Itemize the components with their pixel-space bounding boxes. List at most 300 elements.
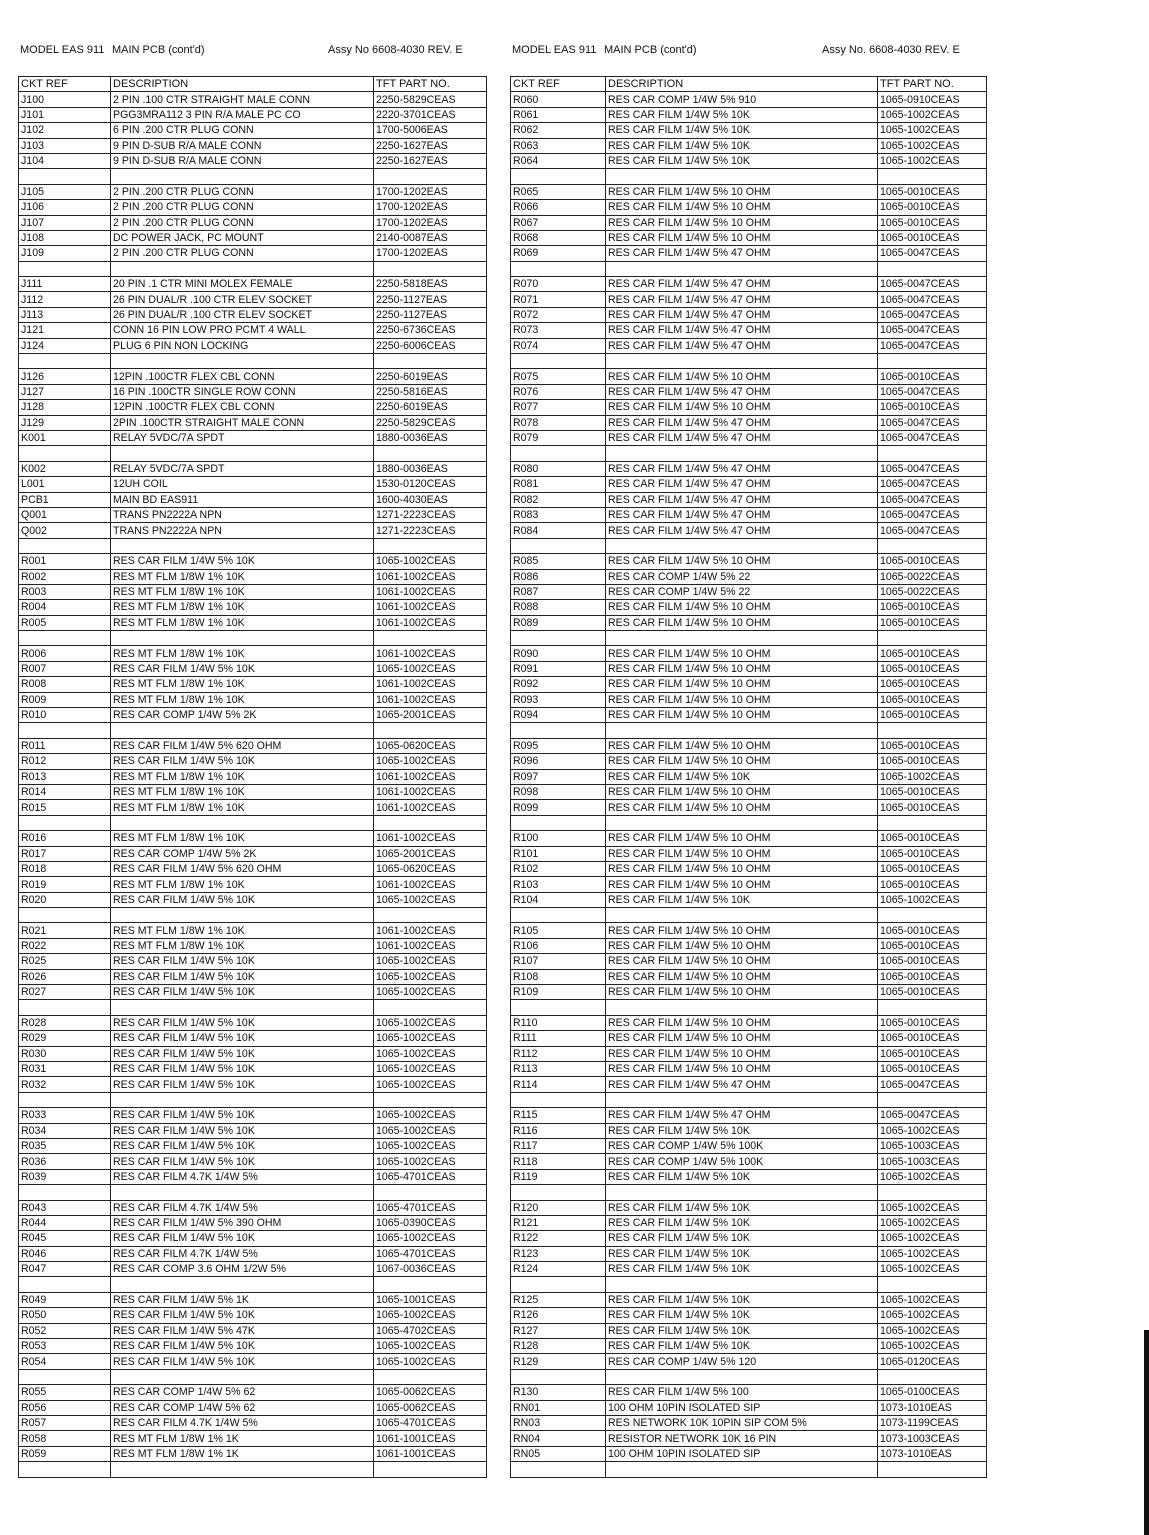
part-number-cell: 2250-5829CEAS: [374, 415, 487, 430]
blank-row: [511, 1000, 987, 1015]
description-cell: RES CAR FILM 1/4W 5% 10K: [111, 1077, 374, 1092]
description-cell: RES CAR FILM 1/4W 5% 10 OHM: [606, 846, 878, 861]
ckt-ref-cell: R119: [511, 1169, 606, 1184]
ckt-ref-cell: [511, 908, 606, 923]
table-row: [19, 1108, 487, 1123]
description-cell: RES CAR FILM 1/4W 5% 10 OHM: [606, 1015, 878, 1030]
ckt-ref-cell: R013: [19, 769, 111, 784]
part-number-cell: [374, 446, 487, 461]
description-cell: RES CAR COMP 1/4W 5% 100K: [606, 1138, 878, 1153]
part-number-cell: 1065-0047CEAS: [878, 415, 987, 430]
description-cell: RES CAR FILM 1/4W 5% 10K: [111, 1062, 374, 1077]
blank-row: [19, 723, 487, 738]
description-cell: [606, 1369, 878, 1384]
part-number-cell: 1065-0047CEAS: [878, 246, 987, 261]
ckt-ref-cell: R099: [511, 800, 606, 815]
part-number-cell: 1065-0010CEAS: [878, 230, 987, 245]
part-number-cell: 1065-0620CEAS: [374, 861, 487, 876]
ckt-ref-cell: R077: [511, 400, 606, 415]
ckt-ref-cell: R117: [511, 1138, 606, 1153]
ckt-ref-cell: R093: [511, 692, 606, 707]
table-row: [511, 1154, 987, 1169]
ckt-ref-cell: R085: [511, 554, 606, 569]
table-row: [511, 1138, 987, 1153]
table-row: [19, 292, 487, 307]
table-row: [19, 277, 487, 292]
description-cell: [111, 169, 374, 184]
table-header-row: [511, 77, 987, 92]
ckt-ref-cell: J102: [19, 123, 111, 138]
table-row: [19, 692, 487, 707]
description-cell: [606, 1277, 878, 1292]
part-number-cell: 1061-1002CEAS: [374, 800, 487, 815]
part-number-cell: 1065-0047CEAS: [878, 477, 987, 492]
part-number-cell: 1065-0010CEAS: [878, 369, 987, 384]
blank-row: [19, 631, 487, 646]
table-row: [511, 569, 987, 584]
ckt-ref-cell: R009: [19, 692, 111, 707]
ckt-ref-cell: R066: [511, 200, 606, 215]
ckt-ref-cell: R022: [19, 938, 111, 953]
part-number-cell: 1065-1002CEAS: [878, 1308, 987, 1323]
blank-row: [19, 354, 487, 369]
ckt-ref-cell: R054: [19, 1354, 111, 1369]
description-cell: RES CAR FILM 1/4W 5% 10 OHM: [606, 369, 878, 384]
ckt-ref-cell: R058: [19, 1431, 111, 1446]
table-row: [511, 400, 987, 415]
part-number-cell: 1065-0047CEAS: [878, 338, 987, 353]
part-number-cell: 2220-3701CEAS: [374, 107, 487, 122]
ckt-ref-cell: R045: [19, 1231, 111, 1246]
part-number-cell: 1065-1002CEAS: [878, 1215, 987, 1230]
description-cell: RES CAR FILM 1/4W 5% 10K: [606, 1262, 878, 1277]
ckt-ref-cell: R114: [511, 1077, 606, 1092]
description-cell: RES CAR FILM 1/4W 5% 10K: [606, 1339, 878, 1354]
table-row: [19, 1062, 487, 1077]
table-row: [19, 1077, 487, 1092]
description-cell: RES CAR COMP 1/4W 5% 910: [606, 92, 878, 107]
description-cell: RES MT FLM 1/8W 1% 10K: [111, 800, 374, 815]
table-row: [511, 1323, 987, 1338]
part-number-cell: 1065-0010CEAS: [878, 985, 987, 1000]
table-row: [19, 1339, 487, 1354]
table-header-row: [19, 77, 487, 92]
blank-row: [511, 1277, 987, 1292]
description-cell: RES CAR FILM 1/4W 5% 47 OHM: [606, 492, 878, 507]
description-cell: 9 PIN D-SUB R/A MALE CONN: [111, 153, 374, 168]
ckt-ref-cell: [19, 1369, 111, 1384]
part-number-cell: 1061-1002CEAS: [374, 569, 487, 584]
description-cell: RES CAR FILM 1/4W 5% 10K: [606, 123, 878, 138]
description-cell: RES CAR FILM 1/4W 5% 47 OHM: [606, 277, 878, 292]
description-cell: RES CAR FILM 1/4W 5% 10K: [606, 1323, 878, 1338]
part-number-cell: 1700-1202EAS: [374, 215, 487, 230]
description-cell: TRANS PN2222A NPN: [111, 507, 374, 522]
part-number-cell: 1065-1002CEAS: [878, 1123, 987, 1138]
table-row: [511, 831, 987, 846]
part-number-cell: [374, 1092, 487, 1107]
ckt-ref-cell: [511, 815, 606, 830]
part-number-cell: 1065-1002CEAS: [374, 985, 487, 1000]
part-number-cell: 1065-1002CEAS: [374, 1108, 487, 1123]
table-row: [19, 646, 487, 661]
table-row: [19, 1169, 487, 1184]
table-row: [511, 1246, 987, 1261]
description-cell: [111, 446, 374, 461]
table-row: [511, 1415, 987, 1430]
ckt-ref-cell: R073: [511, 323, 606, 338]
table-row: [19, 415, 487, 430]
ckt-ref-cell: R006: [19, 646, 111, 661]
description-cell: RES CAR FILM 1/4W 5% 10 OHM: [606, 600, 878, 615]
description-cell: RES MT FLM 1/8W 1% 10K: [111, 877, 374, 892]
part-number-cell: 1065-1003CEAS: [878, 1138, 987, 1153]
part-number-cell: 1700-5006EAS: [374, 123, 487, 138]
part-number-cell: 1065-0047CEAS: [878, 384, 987, 399]
parts-table-right: [510, 76, 987, 1478]
description-cell: RES CAR FILM 1/4W 5% 10 OHM: [606, 800, 878, 815]
assembly-number: Assy No 6608-4030 REV. E: [328, 44, 463, 56]
part-number-cell: 1065-0390CEAS: [374, 1215, 487, 1230]
description-cell: 9 PIN D-SUB R/A MALE CONN: [111, 138, 374, 153]
table-row: [19, 1031, 487, 1046]
ckt-ref-cell: R028: [19, 1015, 111, 1030]
blank-row: [19, 1462, 487, 1477]
ckt-ref-cell: R015: [19, 800, 111, 815]
part-number-cell: 1065-4701CEAS: [374, 1415, 487, 1430]
ckt-ref-cell: R068: [511, 230, 606, 245]
description-cell: RES CAR FILM 1/4W 5% 47 OHM: [606, 461, 878, 476]
table-row: [19, 1215, 487, 1230]
description-cell: RES CAR FILM 1/4W 5% 10 OHM: [606, 1062, 878, 1077]
part-number-cell: 1880-0036EAS: [374, 461, 487, 476]
part-number-cell: [374, 169, 487, 184]
description-cell: RES CAR COMP 1/4W 5% 22: [606, 569, 878, 584]
part-number-cell: 1065-1002CEAS: [374, 1308, 487, 1323]
ckt-ref-cell: [511, 631, 606, 646]
table-row: [511, 277, 987, 292]
section-label: MAIN PCB (cont'd): [604, 44, 697, 56]
description-cell: 100 OHM 10PIN ISOLATED SIP: [606, 1446, 878, 1461]
ckt-ref-cell: R065: [511, 184, 606, 199]
description-cell: RES CAR FILM 1/4W 5% 10K: [606, 769, 878, 784]
description-cell: RES CAR FILM 1/4W 5% 10 OHM: [606, 677, 878, 692]
description-cell: RES CAR FILM 1/4W 5% 10K: [111, 892, 374, 907]
ckt-ref-cell: K002: [19, 461, 111, 476]
part-number-cell: 1065-0047CEAS: [878, 277, 987, 292]
part-number-cell: 1061-1002CEAS: [374, 692, 487, 707]
description-cell: RES CAR FILM 1/4W 5% 10 OHM: [606, 661, 878, 676]
part-number-cell: 1065-0010CEAS: [878, 1046, 987, 1061]
table-row: [19, 400, 487, 415]
description-cell: 20 PIN .1 CTR MINI MOLEX FEMALE: [111, 277, 374, 292]
column-header-description: DESCRIPTION: [606, 77, 878, 92]
description-cell: RES CAR FILM 1/4W 5% 47 OHM: [606, 246, 878, 261]
ckt-ref-cell: R082: [511, 492, 606, 507]
ckt-ref-cell: [19, 1462, 111, 1477]
ckt-ref-cell: [19, 1092, 111, 1107]
table-row: [19, 831, 487, 846]
ckt-ref-cell: [19, 1277, 111, 1292]
blank-row: [511, 1092, 987, 1107]
blank-row: [19, 446, 487, 461]
part-number-cell: [878, 1092, 987, 1107]
ckt-ref-cell: R109: [511, 985, 606, 1000]
part-number-cell: 1065-1002CEAS: [374, 754, 487, 769]
table-row: [19, 1123, 487, 1138]
description-cell: PLUG 6 PIN NON LOCKING: [111, 338, 374, 353]
part-number-cell: 1271-2223CEAS: [374, 523, 487, 538]
part-number-cell: 1700-1202EAS: [374, 200, 487, 215]
part-number-cell: 1061-1002CEAS: [374, 584, 487, 599]
description-cell: RES CAR FILM 1/4W 5% 10K: [111, 754, 374, 769]
part-number-cell: 1061-1002CEAS: [374, 615, 487, 630]
part-number-cell: 1065-1002CEAS: [374, 1123, 487, 1138]
description-cell: RES CAR FILM 1/4W 5% 10 OHM: [606, 954, 878, 969]
ckt-ref-cell: [19, 169, 111, 184]
description-cell: RES CAR FILM 1/4W 5% 10 OHM: [606, 692, 878, 707]
description-cell: RES CAR FILM 1/4W 5% 10 OHM: [606, 554, 878, 569]
ckt-ref-cell: R016: [19, 831, 111, 846]
table-row: [511, 92, 987, 107]
ckt-ref-cell: R025: [19, 954, 111, 969]
ckt-ref-cell: R014: [19, 784, 111, 799]
table-row: [511, 923, 987, 938]
description-cell: RES CAR FILM 1/4W 5% 390 OHM: [111, 1215, 374, 1230]
ckt-ref-cell: R094: [511, 708, 606, 723]
ckt-ref-cell: R031: [19, 1062, 111, 1077]
description-cell: RES MT FLM 1/8W 1% 10K: [111, 938, 374, 953]
part-number-cell: 2250-1127EAS: [374, 307, 487, 322]
table-row: [511, 230, 987, 245]
ckt-ref-cell: R011: [19, 738, 111, 753]
part-number-cell: [878, 1000, 987, 1015]
part-number-cell: 1065-0010CEAS: [878, 1031, 987, 1046]
description-cell: RES CAR FILM 1/4W 5% 10K: [606, 1215, 878, 1230]
ckt-ref-cell: [19, 1185, 111, 1200]
blank-row: [511, 723, 987, 738]
description-cell: RES CAR FILM 1/4W 5% 10K: [111, 1123, 374, 1138]
ckt-ref-cell: R072: [511, 307, 606, 322]
description-cell: [606, 538, 878, 553]
description-cell: [606, 908, 878, 923]
ckt-ref-cell: R121: [511, 1215, 606, 1230]
description-cell: RES CAR FILM 1/4W 5% 10K: [111, 1108, 374, 1123]
part-number-cell: 1065-1002CEAS: [374, 1062, 487, 1077]
part-number-cell: [374, 538, 487, 553]
part-number-cell: 1880-0036EAS: [374, 430, 487, 445]
ckt-ref-cell: R001: [19, 554, 111, 569]
description-cell: RES CAR FILM 4.7K 1/4W 5%: [111, 1415, 374, 1430]
description-cell: RES CAR FILM 1/4W 5% 10 OHM: [606, 738, 878, 753]
ckt-ref-cell: R101: [511, 846, 606, 861]
description-cell: [111, 1092, 374, 1107]
ckt-ref-cell: [19, 538, 111, 553]
description-cell: RES CAR FILM 1/4W 5% 10 OHM: [606, 215, 878, 230]
description-cell: [606, 261, 878, 276]
table-row: [511, 661, 987, 676]
part-number-cell: [374, 908, 487, 923]
table-row: [19, 600, 487, 615]
table-row: [19, 230, 487, 245]
description-cell: 6 PIN .200 CTR PLUG CONN: [111, 123, 374, 138]
description-cell: RES CAR FILM 1/4W 5% 10 OHM: [606, 831, 878, 846]
part-number-cell: [374, 723, 487, 738]
description-cell: RES NETWORK 10K 10PIN SIP COM 5%: [606, 1415, 878, 1430]
table-row: [19, 569, 487, 584]
part-number-cell: 1065-0010CEAS: [878, 861, 987, 876]
ckt-ref-cell: R063: [511, 138, 606, 153]
part-number-cell: 2250-1127EAS: [374, 292, 487, 307]
description-cell: RES CAR FILM 1/4W 5% 620 OHM: [111, 861, 374, 876]
description-cell: RES CAR FILM 4.7K 1/4W 5%: [111, 1169, 374, 1184]
table-row: [19, 184, 487, 199]
part-number-cell: 1061-1002CEAS: [374, 784, 487, 799]
blank-row: [511, 446, 987, 461]
table-row: [511, 738, 987, 753]
ckt-ref-cell: [511, 723, 606, 738]
description-cell: RES CAR FILM 1/4W 5% 47 OHM: [606, 338, 878, 353]
description-cell: RES MT FLM 1/8W 1% 10K: [111, 923, 374, 938]
table-row: [511, 677, 987, 692]
table-row: [511, 1123, 987, 1138]
part-number-cell: 1061-1002CEAS: [374, 831, 487, 846]
table-row: [19, 92, 487, 107]
description-cell: RES CAR FILM 1/4W 5% 10 OHM: [606, 923, 878, 938]
ckt-ref-cell: [511, 1277, 606, 1292]
part-number-cell: 1065-1002CEAS: [374, 661, 487, 676]
table-row: [19, 307, 487, 322]
table-row: [511, 415, 987, 430]
ckt-ref-cell: R111: [511, 1031, 606, 1046]
table-row: [19, 969, 487, 984]
table-row: [511, 584, 987, 599]
ckt-ref-cell: J107: [19, 215, 111, 230]
description-cell: RES CAR FILM 4.7K 1/4W 5%: [111, 1246, 374, 1261]
part-number-cell: 1065-0047CEAS: [878, 523, 987, 538]
description-cell: [606, 446, 878, 461]
part-number-cell: 1065-1002CEAS: [374, 1138, 487, 1153]
part-number-cell: 1065-0010CEAS: [878, 646, 987, 661]
ckt-ref-cell: R055: [19, 1385, 111, 1400]
ckt-ref-cell: R090: [511, 646, 606, 661]
part-number-cell: 1065-1002CEAS: [878, 1246, 987, 1261]
ckt-ref-cell: R124: [511, 1262, 606, 1277]
blank-row: [511, 169, 987, 184]
blank-row: [19, 169, 487, 184]
part-number-cell: 2250-5829CEAS: [374, 92, 487, 107]
table-row: [19, 384, 487, 399]
description-cell: RES MT FLM 1/8W 1% 1K: [111, 1431, 374, 1446]
ckt-ref-cell: J111: [19, 277, 111, 292]
part-number-cell: 1067-0036CEAS: [374, 1262, 487, 1277]
description-cell: RES MT FLM 1/8W 1% 1K: [111, 1446, 374, 1461]
part-number-cell: 1065-2001CEAS: [374, 708, 487, 723]
ckt-ref-cell: R018: [19, 861, 111, 876]
description-cell: RES CAR FILM 1/4W 5% 10 OHM: [606, 615, 878, 630]
description-cell: RES MT FLM 1/8W 1% 10K: [111, 600, 374, 615]
table-row: [511, 1215, 987, 1230]
table-row: [19, 477, 487, 492]
blank-row: [19, 261, 487, 276]
description-cell: RES CAR FILM 1/4W 5% 10 OHM: [606, 877, 878, 892]
ckt-ref-cell: R005: [19, 615, 111, 630]
description-cell: RES CAR FILM 1/4W 5% 10 OHM: [606, 230, 878, 245]
part-number-cell: 1065-0010CEAS: [878, 677, 987, 692]
part-number-cell: 1065-1002CEAS: [878, 153, 987, 168]
ckt-ref-cell: R079: [511, 430, 606, 445]
blank-row: [511, 815, 987, 830]
part-number-cell: 1065-0010CEAS: [878, 554, 987, 569]
table-row: [19, 215, 487, 230]
table-row: [19, 1154, 487, 1169]
description-cell: RES CAR FILM 1/4W 5% 10K: [111, 1015, 374, 1030]
table-row: [19, 554, 487, 569]
blank-row: [19, 1277, 487, 1292]
ckt-ref-cell: R071: [511, 292, 606, 307]
description-cell: RES CAR FILM 1/4W 5% 10K: [111, 1308, 374, 1323]
table-row: [511, 215, 987, 230]
table-row: [19, 1385, 487, 1400]
table-row: [19, 492, 487, 507]
ckt-ref-cell: R091: [511, 661, 606, 676]
description-cell: 26 PIN DUAL/R .100 CTR ELEV SOCKET: [111, 307, 374, 322]
blank-row: [19, 1092, 487, 1107]
description-cell: RES MT FLM 1/8W 1% 10K: [111, 692, 374, 707]
ckt-ref-cell: R076: [511, 384, 606, 399]
part-number-cell: 1065-0010CEAS: [878, 200, 987, 215]
table-row: [511, 323, 987, 338]
description-cell: RES CAR FILM 1/4W 5% 10K: [111, 1154, 374, 1169]
part-number-cell: 1065-1002CEAS: [878, 1339, 987, 1354]
part-number-cell: 1065-0047CEAS: [878, 492, 987, 507]
description-cell: RES MT FLM 1/8W 1% 10K: [111, 677, 374, 692]
part-number-cell: 1065-0062CEAS: [374, 1385, 487, 1400]
description-cell: RES CAR FILM 1/4W 5% 10K: [606, 1308, 878, 1323]
description-cell: 2 PIN .200 CTR PLUG CONN: [111, 184, 374, 199]
part-number-cell: [878, 169, 987, 184]
ckt-ref-cell: [511, 354, 606, 369]
table-row: [511, 769, 987, 784]
description-cell: RES CAR FILM 1/4W 5% 620 OHM: [111, 738, 374, 753]
table-row: [19, 1046, 487, 1061]
ckt-ref-cell: R078: [511, 415, 606, 430]
part-number-cell: 1061-1002CEAS: [374, 600, 487, 615]
ckt-ref-cell: R049: [19, 1292, 111, 1307]
part-number-cell: 1065-0047CEAS: [878, 1108, 987, 1123]
ckt-ref-cell: R116: [511, 1123, 606, 1138]
part-number-cell: [374, 631, 487, 646]
description-cell: RES CAR FILM 1/4W 5% 47 OHM: [606, 1108, 878, 1123]
table-row: [511, 969, 987, 984]
ckt-ref-cell: R069: [511, 246, 606, 261]
table-row: [511, 754, 987, 769]
table-row: [511, 877, 987, 892]
table-row: [511, 138, 987, 153]
ckt-ref-cell: [19, 723, 111, 738]
table-row: [19, 923, 487, 938]
ckt-ref-cell: R030: [19, 1046, 111, 1061]
ckt-ref-cell: [511, 1462, 606, 1477]
description-cell: RES CAR FILM 1/4W 5% 10 OHM: [606, 200, 878, 215]
description-cell: RES CAR FILM 1/4W 5% 1K: [111, 1292, 374, 1307]
ckt-ref-cell: R113: [511, 1062, 606, 1077]
table-row: [19, 861, 487, 876]
description-cell: RES CAR FILM 1/4W 5% 10 OHM: [606, 1031, 878, 1046]
description-cell: RES MT FLM 1/8W 1% 10K: [111, 584, 374, 599]
part-number-cell: [374, 1000, 487, 1015]
part-number-cell: 1065-0010CEAS: [878, 938, 987, 953]
